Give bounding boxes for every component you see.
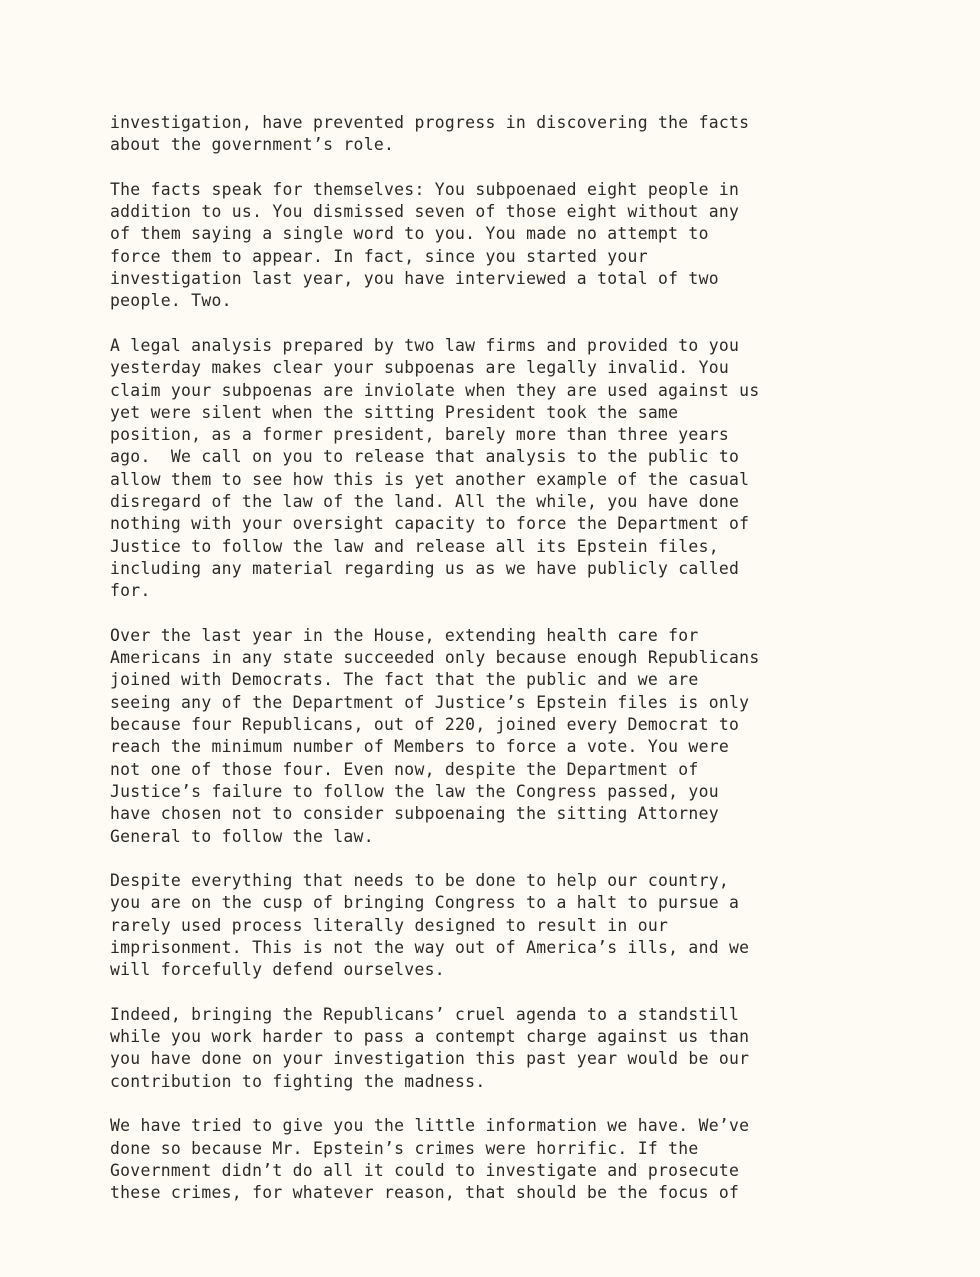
document-paragraph [110, 1115, 900, 1204]
document-line: seeing any of the Department of Justice’s Epstein files is only [110, 692, 750, 712]
document-line: ago. We call on you to release that analysis to the public to [110, 447, 740, 467]
document-line: people. Two. [110, 291, 232, 311]
document-line: investigation, have prevented progress in discovering the facts [110, 113, 750, 132]
document-line: We have tried to give you the little information we have. We’ve [110, 1116, 750, 1136]
document-line: investigation last year, you have interviewed a total of two [110, 269, 719, 289]
document-line: disregard of the law of the land. All the while, you have done [110, 492, 740, 512]
document-line: reach the minimum number of Members to force a vote. You were [110, 737, 730, 757]
document-line: for. [110, 581, 151, 601]
document-line: General to follow the law. [110, 826, 374, 846]
document-line: allow them to see how this is yet another example of the casual [110, 469, 750, 489]
document-line: addition to us. You dismissed seven of those eight without any [110, 202, 740, 222]
document-line: joined with Democrats. The fact that the public and we are [110, 670, 699, 690]
document-paragraph [110, 625, 900, 848]
document-line: imprisonment. This is not the way out of America’s ills, and we [110, 937, 750, 957]
document-line: yet were silent when the sitting President took the same [110, 402, 679, 422]
document-line: you have done on your investigation this past year would be our [110, 1049, 750, 1069]
document-paragraph [110, 179, 900, 313]
document-line: position, as a former president, barely more than three years [110, 425, 730, 445]
document-paragraph [110, 112, 900, 157]
document-line: not one of those four. Even now, despite the Department of [110, 759, 699, 779]
document-line: you are on the cusp of bringing Congress to a halt to pursue a [110, 893, 740, 913]
document-line: of them saying a single word to you. You made no attempt to [110, 224, 709, 244]
document-paragraph [110, 1004, 900, 1093]
document-paragraph [110, 870, 900, 981]
document-line: Over the last year in the House, extending health care for [110, 625, 699, 645]
document-line: while you work harder to pass a contempt charge against us than [110, 1027, 750, 1047]
document-line: force them to appear. In fact, since you started your [110, 246, 648, 266]
document-line: done so because Mr. Epstein’s crimes were horrific. If the [110, 1138, 699, 1158]
document-line: The facts speak for themselves: You subpoenaed eight people in [110, 179, 740, 199]
document-paragraph [110, 335, 900, 603]
document-line: Despite everything that needs to be done to help our country, [110, 871, 730, 891]
document-line: Justice’s failure to follow the law the Congress passed, you [110, 781, 719, 801]
document-line: Justice to follow the law and release all its Epstein files, [110, 536, 719, 556]
document-line: these crimes, for whatever reason, that should be the focus of [110, 1183, 740, 1203]
document-text-body [110, 112, 900, 1205]
document-line: because four Republicans, out of 220, joined every Democrat to [110, 715, 740, 735]
document-line: nothing with your oversight capacity to force the Department of [110, 514, 750, 534]
document-line: have chosen not to consider subpoenaing the sitting Attorney [110, 804, 719, 824]
document-line: including any material regarding us as we have publicly called [110, 558, 740, 578]
document-line: Government didn’t do all it could to investigate and prosecute [110, 1160, 740, 1180]
document-line: about the government’s role. [110, 135, 395, 155]
document-line: rarely used process literally designed to result in our [110, 915, 669, 935]
document-line: will forcefully defend ourselves. [110, 960, 445, 980]
document-line: contribution to fighting the madness. [110, 1071, 486, 1091]
document-line: Indeed, bringing the Republicans’ cruel agenda to a standstill [110, 1004, 740, 1024]
document-line: A legal analysis prepared by two law firms and provided to you [110, 335, 740, 355]
document-line: Americans in any state succeeded only because enough Republicans [110, 648, 760, 668]
document-line: yesterday makes clear your subpoenas are legally invalid. You [110, 358, 730, 378]
document-line: claim your subpoenas are inviolate when they are used against us [110, 380, 760, 400]
